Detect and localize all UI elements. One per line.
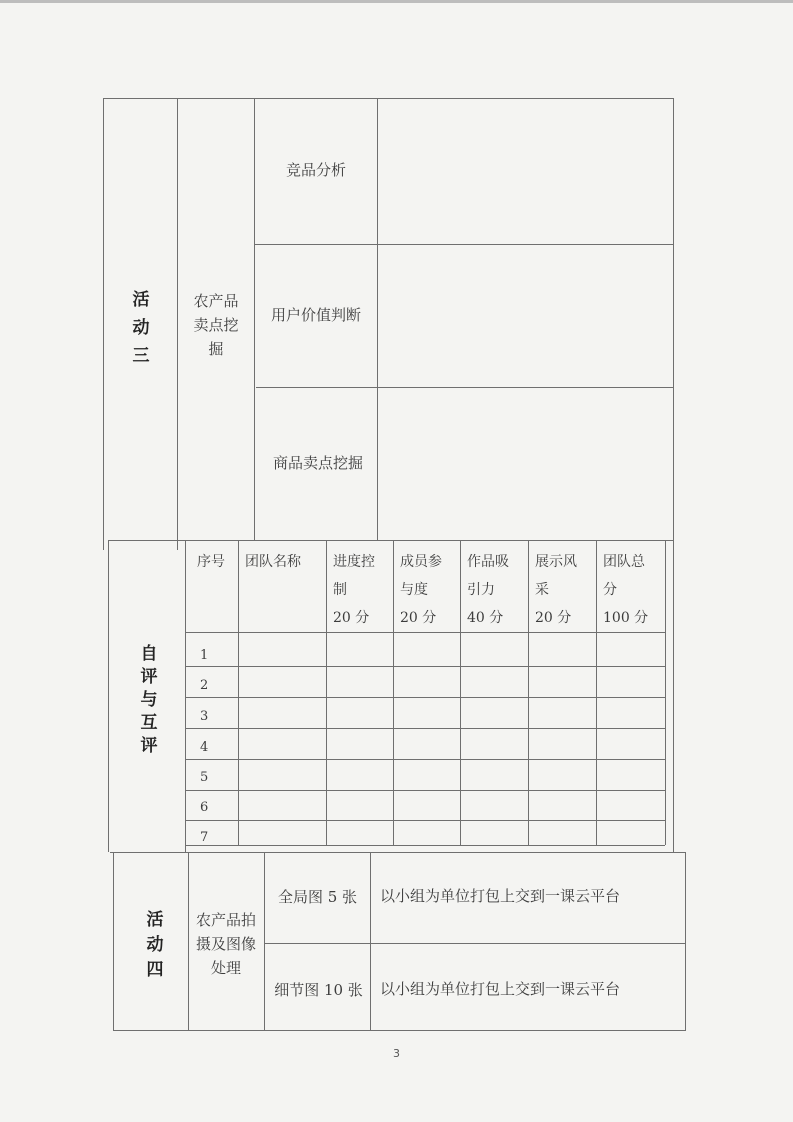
- item-competitor-analysis-content[interactable]: [380, 102, 670, 240]
- activity4-label-text: 活动四: [146, 909, 164, 980]
- item-selling-point: [257, 387, 379, 540]
- item-competitor-analysis: [255, 98, 377, 244]
- row-number: 6: [200, 800, 209, 815]
- activity4-label: [140, 905, 170, 985]
- header-total: 团队总 分 100 分: [603, 554, 649, 626]
- item-selling-point-content[interactable]: [382, 391, 670, 536]
- item-detail-photos-content: 以小组为单位打包上交到一课云平台: [380, 980, 621, 998]
- header-participation: 成员参 与度 20 分: [400, 554, 442, 626]
- item-user-value-content[interactable]: [380, 248, 670, 383]
- evaluation-label-text: 自评与互评: [140, 643, 158, 756]
- activity3-label-text: 活动三: [132, 290, 150, 366]
- evaluation-label: [134, 643, 164, 756]
- item-user-value-label: 用户价值判断: [270, 305, 361, 324]
- item-overview-photos-label: 全局图 5 张: [277, 888, 358, 907]
- item-selling-point-label: 商品卖点挖掘: [272, 453, 363, 472]
- header-team-name: 团队名称: [245, 554, 301, 570]
- item-user-value: [255, 244, 377, 387]
- row-number: 7: [200, 830, 209, 845]
- activity3-label: [118, 283, 164, 373]
- scan-top-edge: [0, 0, 793, 3]
- activity4-category-text: 农产品拍摄及图像处理: [196, 911, 257, 977]
- header-appeal: 作品吸 引力 40 分: [467, 554, 509, 626]
- item-overview-photos: [265, 875, 370, 921]
- row-number: 2: [200, 678, 209, 693]
- item-detail-photos-label: 细节图 10 张: [274, 981, 363, 1000]
- row-number: 1: [200, 648, 209, 663]
- item-overview-photos-content: 以小组为单位打包上交到一课云平台: [380, 887, 621, 905]
- row-number: 3: [200, 709, 209, 724]
- header-index: 序号: [197, 554, 225, 570]
- row-number: 5: [200, 770, 209, 785]
- row-number: 4: [200, 740, 209, 755]
- activity3-category-text: 农产品卖点挖掘: [193, 292, 239, 358]
- activity4-category: [193, 898, 259, 990]
- item-competitor-analysis-label: 竞品分析: [285, 161, 346, 180]
- header-presentation: 展示风 采 20 分: [535, 554, 577, 626]
- header-progress: 进度控 制 20 分: [333, 554, 375, 626]
- item-detail-photos: [266, 968, 371, 1014]
- activity3-category: [186, 290, 246, 360]
- page-number: 3: [393, 1047, 400, 1060]
